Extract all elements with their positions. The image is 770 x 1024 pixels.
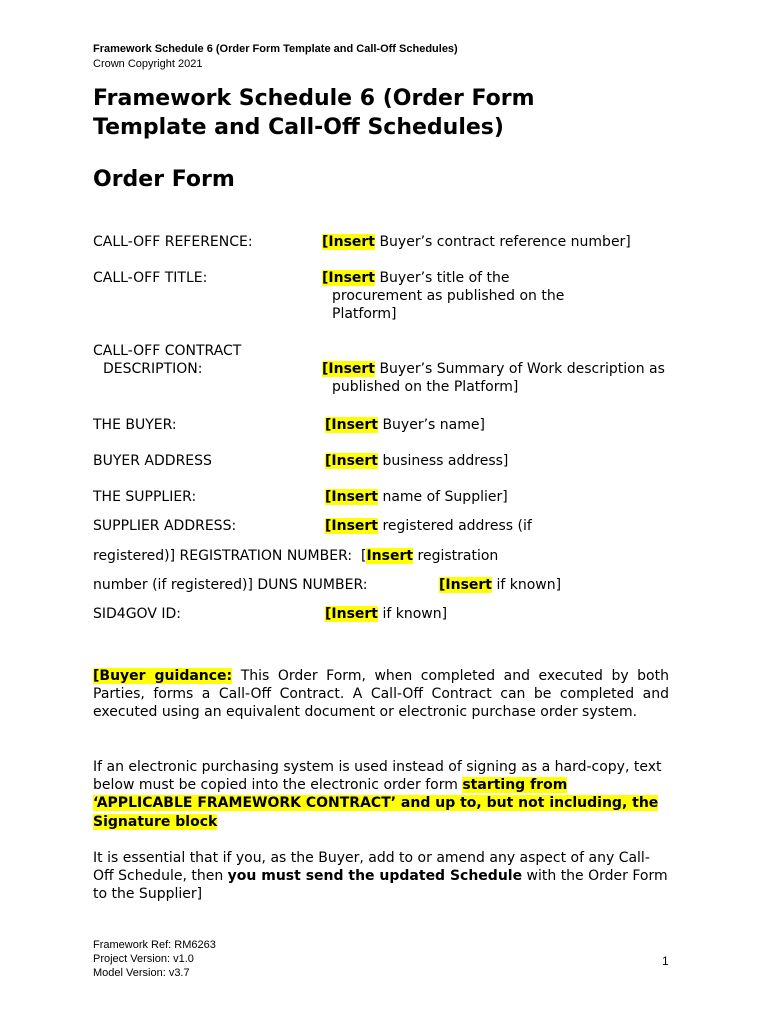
buyer-guidance-highlight: starting from ‘APPLICABLE FRAMEWORK CONTRACT’ and up to, but not including, the Signature block xyxy=(93,777,659,830)
insert-highlight: [Insert xyxy=(325,606,378,622)
calloff-reference-label: CALL-OFF REFERENCE: xyxy=(93,234,253,250)
running-header-copyright: Crown Copyright 2021 xyxy=(93,58,203,70)
buyer-address-value xyxy=(325,452,508,470)
buyer-guidance-paragraph-1 xyxy=(93,667,669,722)
buyer-guidance-text-3: It is essential that if you, as the Buyer, add to or amend any aspect of any Call-Off Schedule, then xyxy=(93,850,650,885)
registration-number-label: registered)] REGISTRATION NUMBER: xyxy=(93,548,353,564)
contract-description-label-1: CALL-OFF CONTRACT xyxy=(93,343,242,359)
supplier-label: THE SUPPLIER: xyxy=(93,489,197,505)
contract-description-text-2: published on the Platform] xyxy=(332,379,519,395)
calloff-title-text-1: Buyer’s title of the xyxy=(375,270,510,286)
buyer-guidance-paragraph-3 xyxy=(93,849,669,904)
buyer-label: THE BUYER: xyxy=(93,417,177,433)
contract-description-value xyxy=(322,360,665,378)
buyer-value xyxy=(325,416,485,434)
page-title-line-1: Framework Schedule 6 (Order Form xyxy=(93,86,535,111)
insert-highlight: Insert xyxy=(366,548,414,564)
registration-number-line: registered)] REGISTRATION NUMBER: [Insert registration xyxy=(93,548,499,564)
insert-highlight: [Insert xyxy=(322,361,375,377)
insert-highlight: [Insert xyxy=(325,489,378,505)
buyer-text: Buyer’s name] xyxy=(378,417,485,433)
buyer-guidance-label: [Buyer guidance: xyxy=(93,668,233,684)
insert-highlight: [Insert xyxy=(325,453,378,469)
supplier-address-value xyxy=(325,517,532,535)
calloff-title-text-2: procurement as published on the xyxy=(332,288,565,304)
insert-highlight: [Insert xyxy=(325,518,378,534)
insert-highlight: [Insert xyxy=(325,417,378,433)
calloff-title-text-3: Platform] xyxy=(332,306,397,322)
supplier-address-label: SUPPLIER ADDRESS: xyxy=(93,518,237,534)
duns-number-text: if known] xyxy=(492,577,562,593)
running-header-title: Framework Schedule 6 (Order Form Template and Call-Off Schedules) xyxy=(93,43,458,55)
buyer-guidance-paragraph-2 xyxy=(93,758,669,831)
sid4gov-text: if known] xyxy=(378,606,448,622)
buyer-guidance-bold: you must send the updated Schedule xyxy=(227,868,523,885)
buyer-address-text: business address] xyxy=(378,453,509,469)
supplier-address-text: registered address (if xyxy=(378,518,532,534)
duns-number-line: number (if registered)] DUNS NUMBER: xyxy=(93,577,368,593)
section-title: Order Form xyxy=(93,167,235,192)
insert-highlight: [Insert xyxy=(439,577,492,593)
supplier-text: name of Supplier] xyxy=(378,489,508,505)
duns-number-value xyxy=(439,576,561,594)
sid4gov-value xyxy=(325,605,447,623)
buyer-address-label: BUYER ADDRESS xyxy=(93,453,212,469)
supplier-value xyxy=(325,488,508,506)
registration-number-text: registration xyxy=(413,548,499,564)
calloff-title-value xyxy=(322,269,510,287)
footer-project-version: Project Version: v1.0 xyxy=(93,953,194,965)
buyer-guidance-text-1: This Order Form, when completed and executed by both Parties, forms a Call-Off Contract. A Call-Off Contract can be completed and executed using an equivalent document or electronic purchase order system. xyxy=(93,668,669,721)
calloff-title-label: CALL-OFF TITLE: xyxy=(93,270,208,286)
footer-model-version: Model Version: v3.7 xyxy=(93,967,190,979)
insert-highlight: [Insert xyxy=(322,270,375,286)
page-title xyxy=(93,84,653,142)
page-title-line-2: Template and Call-Off Schedules) xyxy=(93,115,504,140)
insert-highlight: [Insert xyxy=(322,234,375,250)
page-number: 1 xyxy=(662,954,669,968)
contract-description-text-1: Buyer’s Summary of Work description as xyxy=(375,361,665,377)
calloff-reference-text: Buyer’s contract reference number] xyxy=(375,234,631,250)
contract-description-label-2: DESCRIPTION: xyxy=(103,361,203,377)
sid4gov-label: SID4GOV ID: xyxy=(93,606,181,622)
footer-framework-ref: Framework Ref: RM6263 xyxy=(93,939,216,951)
buyer-guidance-text-4: with the Order Form to the Supplier] xyxy=(93,868,668,903)
calloff-reference-value xyxy=(322,233,631,251)
buyer-guidance-text-2: If an electronic purchasing system is used instead of signing as a hard-copy, text below must be copied into the electronic order form xyxy=(93,759,662,794)
